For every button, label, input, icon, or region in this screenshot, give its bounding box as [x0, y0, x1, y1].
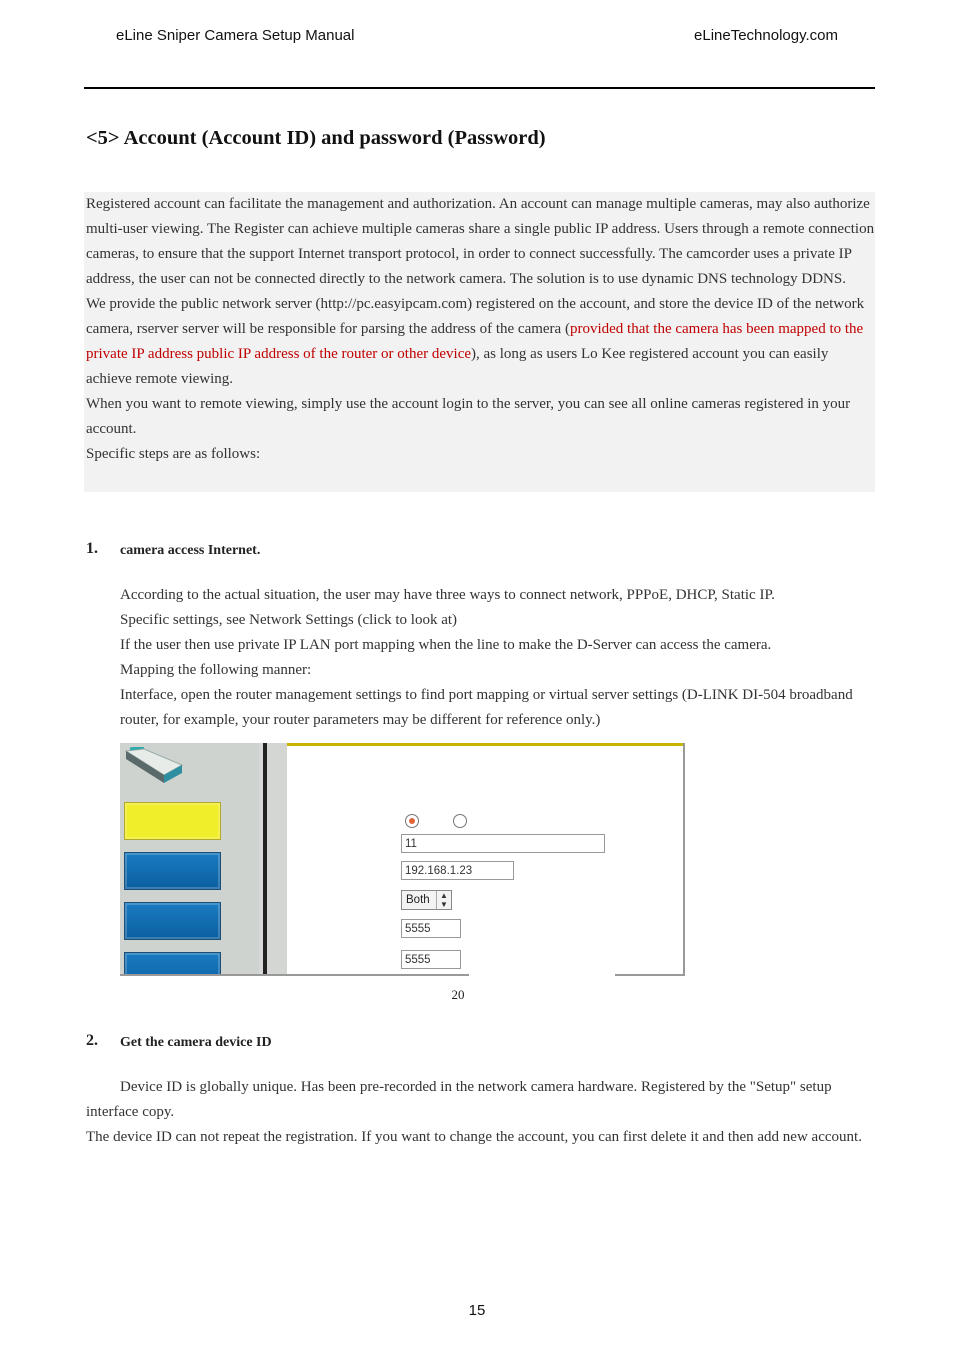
- router-form: [287, 743, 683, 976]
- intro-p2-highlight: provided that the camera has been mapped to the private IP address public IP address of the router or other device: [86, 321, 864, 362]
- screenshot-border: [615, 974, 685, 976]
- router-nav-active[interactable]: [124, 802, 221, 840]
- router-device-icon: [124, 747, 184, 787]
- step-1-line: If the user then use private IP LAN port mapping when the line to make the D-Server can access the camera.: [120, 637, 772, 653]
- figure-number: 20: [451, 987, 465, 1002]
- step-1-body: [120, 583, 860, 733]
- step-1-line: Mapping the following manner:: [120, 662, 312, 678]
- router-nav-item[interactable]: [124, 902, 221, 940]
- intro-p2-tail: ), as long as users Lo Kee registered account you can easily achieve remote viewing.: [86, 346, 829, 387]
- name-field[interactable]: 11: [401, 834, 605, 853]
- page-number: 15: [468, 1302, 486, 1319]
- step-1-line: According to the actual situation, the user may have three ways to connect network, PPPoE, DHCP, Static IP.: [120, 587, 775, 603]
- public-port-field[interactable]: 5555: [401, 950, 461, 969]
- router-nav-item[interactable]: [124, 852, 221, 890]
- step-1-line: Specific settings, see Network Settings (click to look at): [120, 612, 458, 628]
- intro-p2-text: We provide the public network server (http://pc.easyipcam.com) registered on the account, and store the device ID of the network camera, rserver server will be responsible for parsing the address of the camera (: [86, 296, 865, 337]
- screenshot-border: [120, 974, 469, 976]
- header-manual-title: eLine Sniper Camera Setup Manual: [116, 27, 355, 44]
- step-1-number: 1.: [86, 540, 98, 557]
- protocol-value: Both: [406, 894, 430, 906]
- private-port-field[interactable]: 5555: [401, 919, 461, 938]
- step-2-number: 2.: [86, 1032, 98, 1049]
- header-rule: [84, 87, 875, 89]
- router-margin-column: [267, 743, 287, 976]
- intro-paragraph-3: When you want to remote viewing, simply use the account login to the server, you can see all online cameras registered in your account.: [86, 396, 851, 437]
- intro-box: [84, 192, 875, 492]
- step-2-body: [86, 1075, 876, 1150]
- step-2-paragraph-2: The device ID can not repeat the registration. If you want to change the account, you can first delete it and then add new account.: [86, 1129, 862, 1145]
- enabled-radio[interactable]: [405, 814, 419, 828]
- private-ip-field[interactable]: 192.168.1.23: [401, 861, 514, 880]
- protocol-select[interactable]: [401, 890, 452, 910]
- router-nav-item[interactable]: [124, 952, 221, 976]
- select-arrows-icon: ▲ ▼: [436, 891, 451, 909]
- header-website: eLineTechnology.com: [694, 27, 838, 44]
- step-2-title: Get the camera device ID: [120, 1035, 272, 1050]
- section-title: <5> Account (Account ID) and password (Password): [86, 127, 546, 149]
- router-screenshot: [120, 743, 685, 976]
- disabled-radio[interactable]: [453, 814, 467, 828]
- intro-paragraph-1: Registered account can facilitate the management and authorization. An account can manage multiple cameras, may also authorize multi-user viewing. The Register can achieve multiple cameras share a single public IP address. Users through a remote connection cameras, to ensure that the support Internet transport protocol, in order to connect successfully. The camcorder uses a private IP address, the user can not be connected directly to the network camera. The solution is to use dynamic DNS technology DDNS.: [86, 196, 875, 287]
- step-1-line: Interface, open the router management settings to find port mapping or virtual server settings (D-LINK DI-504 broadband router, for example, your router parameters may be different for reference only.): [120, 687, 853, 728]
- step-2-paragraph-1: Device ID is globally unique. Has been pre-recorded in the network camera hardware. Registered by the "Setup" setup interface copy.: [86, 1079, 832, 1120]
- step-1-title: camera access Internet.: [120, 543, 261, 558]
- intro-paragraph-4: Specific steps are as follows:: [86, 446, 261, 462]
- intro-paragraph-2: [84, 292, 875, 392]
- router-sidebar: [120, 743, 259, 976]
- screenshot-border: [683, 743, 685, 976]
